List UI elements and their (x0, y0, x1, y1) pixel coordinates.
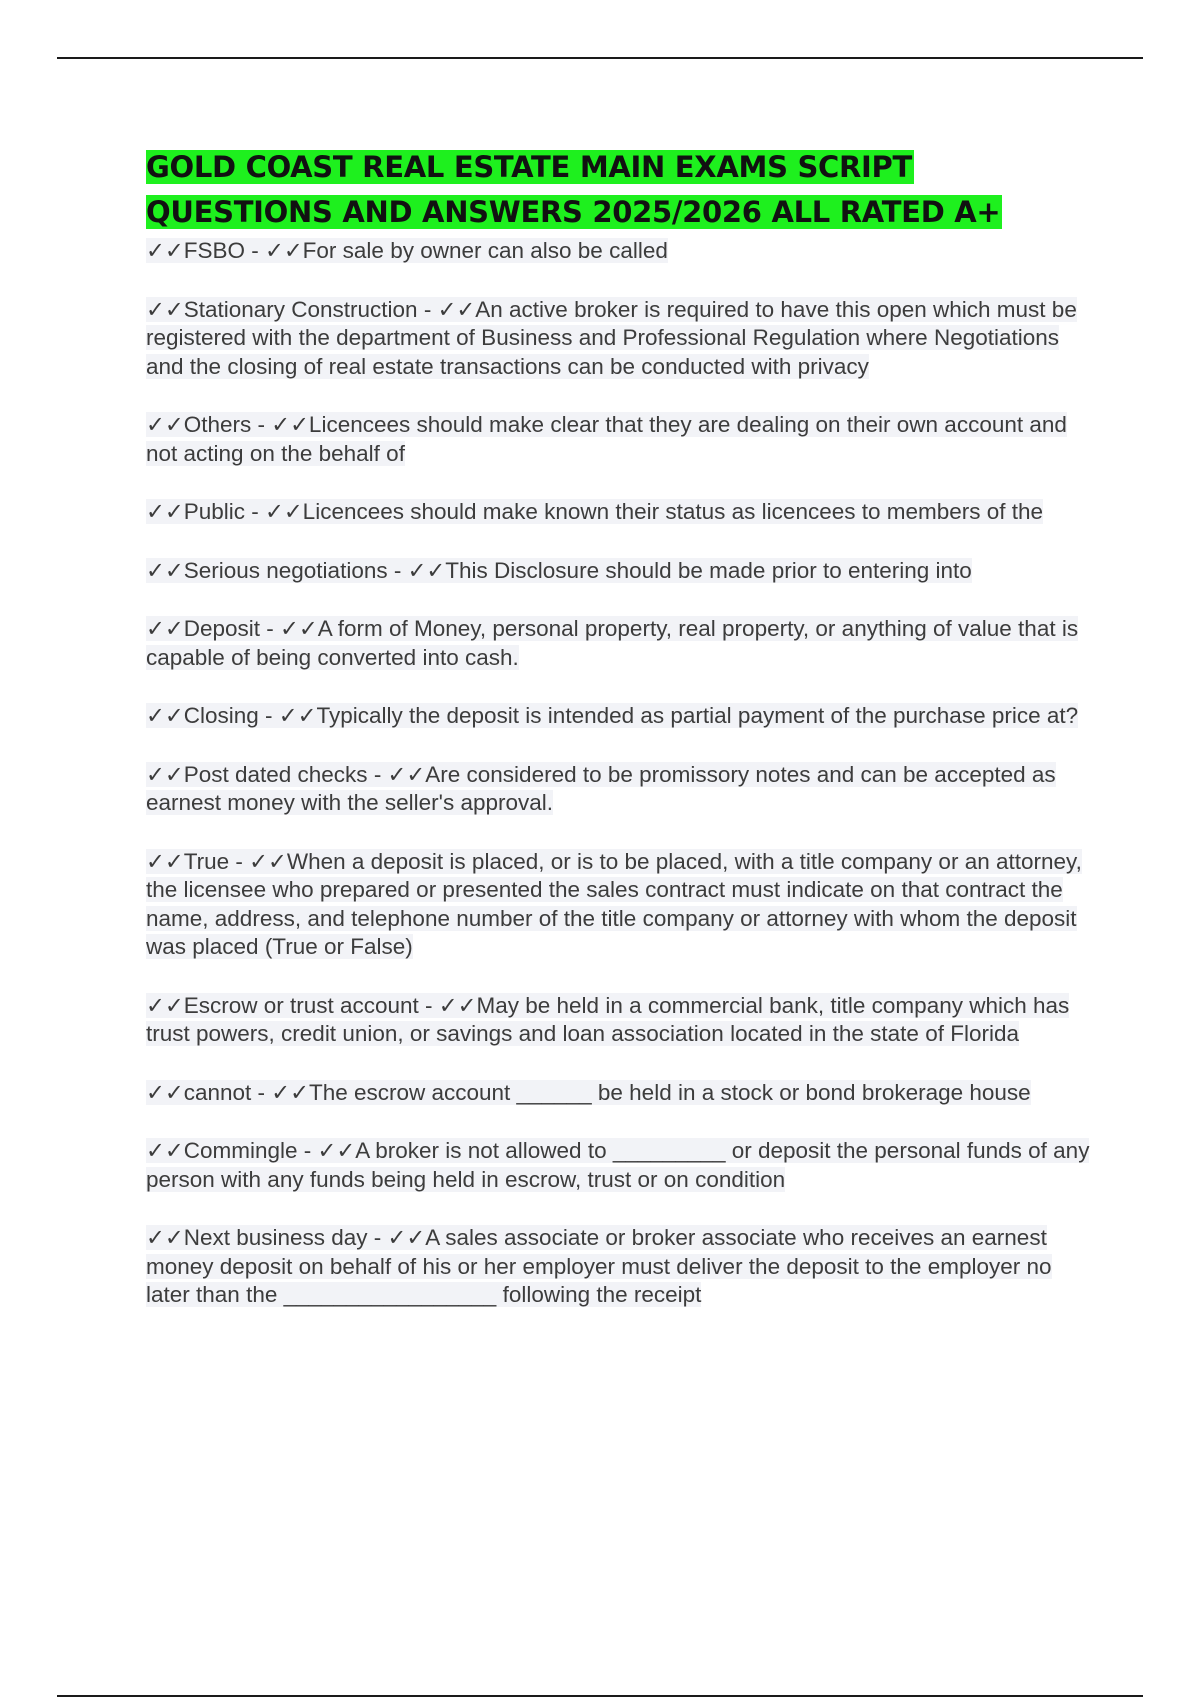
qa-item (146, 1137, 1096, 1194)
qa-list (146, 237, 1096, 1310)
qa-item (146, 237, 1096, 266)
qa-item (146, 615, 1096, 672)
qa-text: ✓✓Escrow or trust account - ✓✓May be held in a commercial bank, title company which has trust powers, credit union, or savings and loan association located in the state of Florida (146, 992, 1070, 1046)
qa-text: ✓✓Commingle - ✓✓A broker is not allowed to _________ or deposit the personal funds of any person with any funds being held in escrow, trust or on condition (146, 1138, 1090, 1192)
qa-item (146, 557, 1096, 586)
document-title (146, 145, 1096, 235)
qa-text: ✓✓Deposit - ✓✓A form of Money, personal property, real property, or anything of value that is capable of being converted into cash. (146, 616, 1079, 670)
qa-item (146, 702, 1096, 731)
document-title-text: GOLD COAST REAL ESTATE MAIN EXAMS SCRIPT QUESTIONS AND ANSWERS 2025/2026 ALL RATED A+ (146, 150, 1001, 229)
qa-item (146, 1224, 1096, 1310)
document-body (146, 145, 1096, 1340)
qa-text: ✓✓cannot - ✓✓The escrow account ______ be held in a stock or bond brokerage house (146, 1079, 1031, 1105)
qa-item (146, 1079, 1096, 1108)
qa-text: ✓✓Post dated checks - ✓✓Are considered to be promissory notes and can be accepted as earnest money with the seller's approval. (146, 761, 1056, 815)
qa-text: ✓✓Public - ✓✓Licencees should make known their status as licencees to members of the (146, 499, 1044, 524)
qa-item (146, 992, 1096, 1049)
top-rule (57, 57, 1143, 59)
qa-text: ✓✓FSBO - ✓✓For sale by owner can also be called (146, 238, 668, 263)
qa-item (146, 411, 1096, 468)
qa-item (146, 498, 1096, 527)
bottom-rule (57, 1695, 1143, 1697)
qa-text: ✓✓True - ✓✓When a deposit is placed, or is to be placed, with a title company or an attorney, the licensee who prepared or presented the sales contract must indicate on that contract the name, address, and telephone number of the title company or attorney with whom the deposit was placed (True or False) (146, 848, 1082, 959)
qa-text: ✓✓Serious negotiations - ✓✓This Disclosure should be made prior to entering into (146, 557, 972, 583)
qa-item (146, 761, 1096, 818)
qa-text: ✓✓Stationary Construction - ✓✓An active broker is required to have this open which must be registered with the department of Business and Professional Regulation where Negotiations and the closing of real estate transactions can be conducted with privacy (146, 296, 1077, 379)
qa-item (146, 296, 1096, 382)
qa-item (146, 848, 1096, 962)
qa-text: ✓✓Closing - ✓✓Typically the deposit is intended as partial payment of the purchase price at? (146, 703, 1079, 728)
qa-text: ✓✓Others - ✓✓Licencees should make clear that they are dealing on their own account and not acting on the behalf of (146, 412, 1067, 466)
qa-text: ✓✓Next business day - ✓✓A sales associate or broker associate who receives an earnest money deposit on behalf of his or her employer must deliver the deposit to the employer no later than the _________________ following the receipt (146, 1225, 1052, 1307)
